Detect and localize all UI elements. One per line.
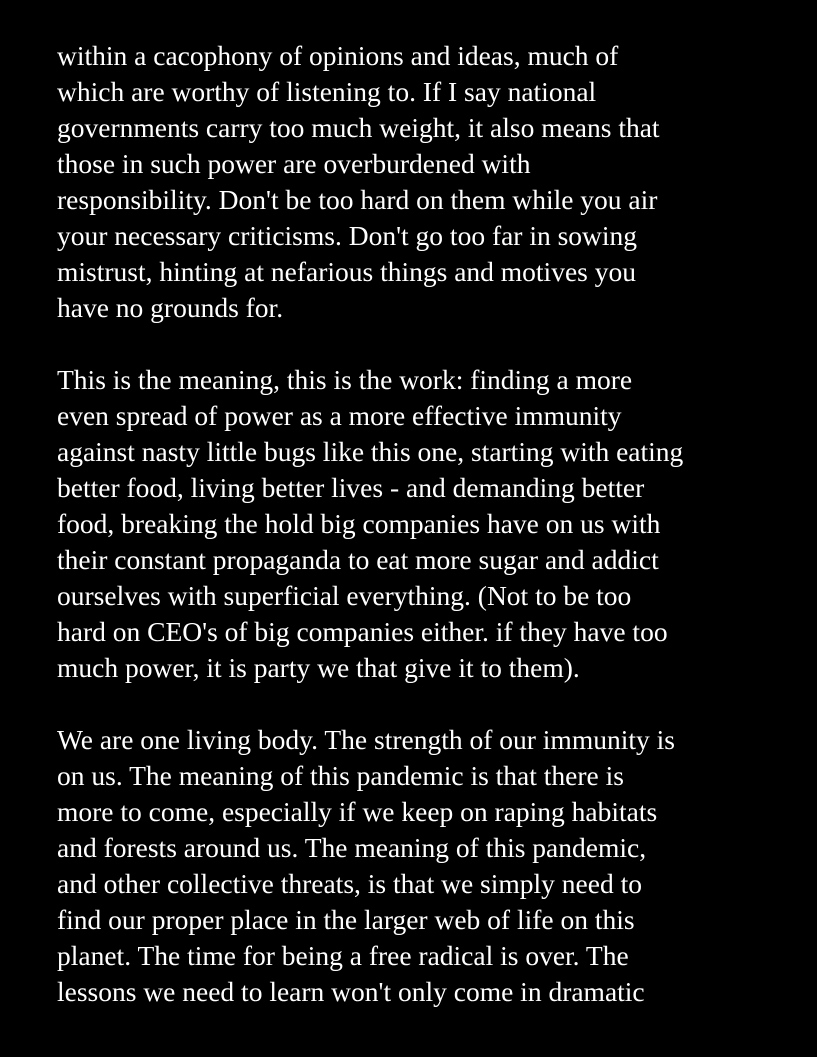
paragraph-2 [57,362,797,686]
paragraph-line: ourselves with superficial everything. (Not to be too [57,580,632,611]
paragraph-line: hard on CEO's of big companies either. if they have too [57,616,668,647]
paragraph-line: have no grounds for. [57,292,284,323]
paragraph-line: much power, it is party we that give it to them). [57,652,580,683]
paragraph-line: mistrust, hinting at nefarious things and motives you [57,256,636,287]
paragraph-line: and forests around us. The meaning of this pandemic, [57,832,647,863]
paragraph-line: planet. The time for being a free radical is over. The [57,940,629,971]
paragraph-line: your necessary criticisms. Don't go too far in sowing [57,220,638,251]
paragraph-line: food, breaking the hold big companies have on us with [57,508,661,539]
paragraph-line: which are worthy of listening to. If I say national [57,76,597,107]
paragraph-gap [57,326,797,362]
paragraph-line: governments carry too much weight, it also means that [57,112,660,143]
paragraph-line: those in such power are overburdened with [57,148,531,179]
paragraph-line: within a cacophony of opinions and ideas, much of [57,40,619,71]
paragraph-line: their constant propaganda to eat more sugar and addict [57,544,659,575]
paragraph-line: find our proper place in the larger web of life on this [57,904,635,935]
document-text [57,38,797,1010]
paragraph-1 [57,38,797,326]
paragraph-line: and other collective threats, is that we simply need to [57,868,642,899]
paragraph-line: against nasty little bugs like this one, starting with eating [57,436,684,467]
paragraph-line: lessons we need to learn won't only come in dramatic [57,976,645,1007]
paragraph-line: This is the meaning, this is the work: finding a more [57,364,633,395]
paragraph-line: even spread of power as a more effective immunity [57,400,622,431]
paragraph-line: more to come, especially if we keep on raping habitats [57,796,658,827]
paragraph-line: responsibility. Don't be too hard on them while you air [57,184,658,215]
paragraph-line: better food, living better lives - and demanding better [57,472,645,503]
paragraph-gap [57,686,797,722]
paragraph-line: We are one living body. The strength of our immunity is [57,724,675,755]
paragraph-3 [57,722,797,1010]
paragraph-line: on us. The meaning of this pandemic is that there is [57,760,624,791]
